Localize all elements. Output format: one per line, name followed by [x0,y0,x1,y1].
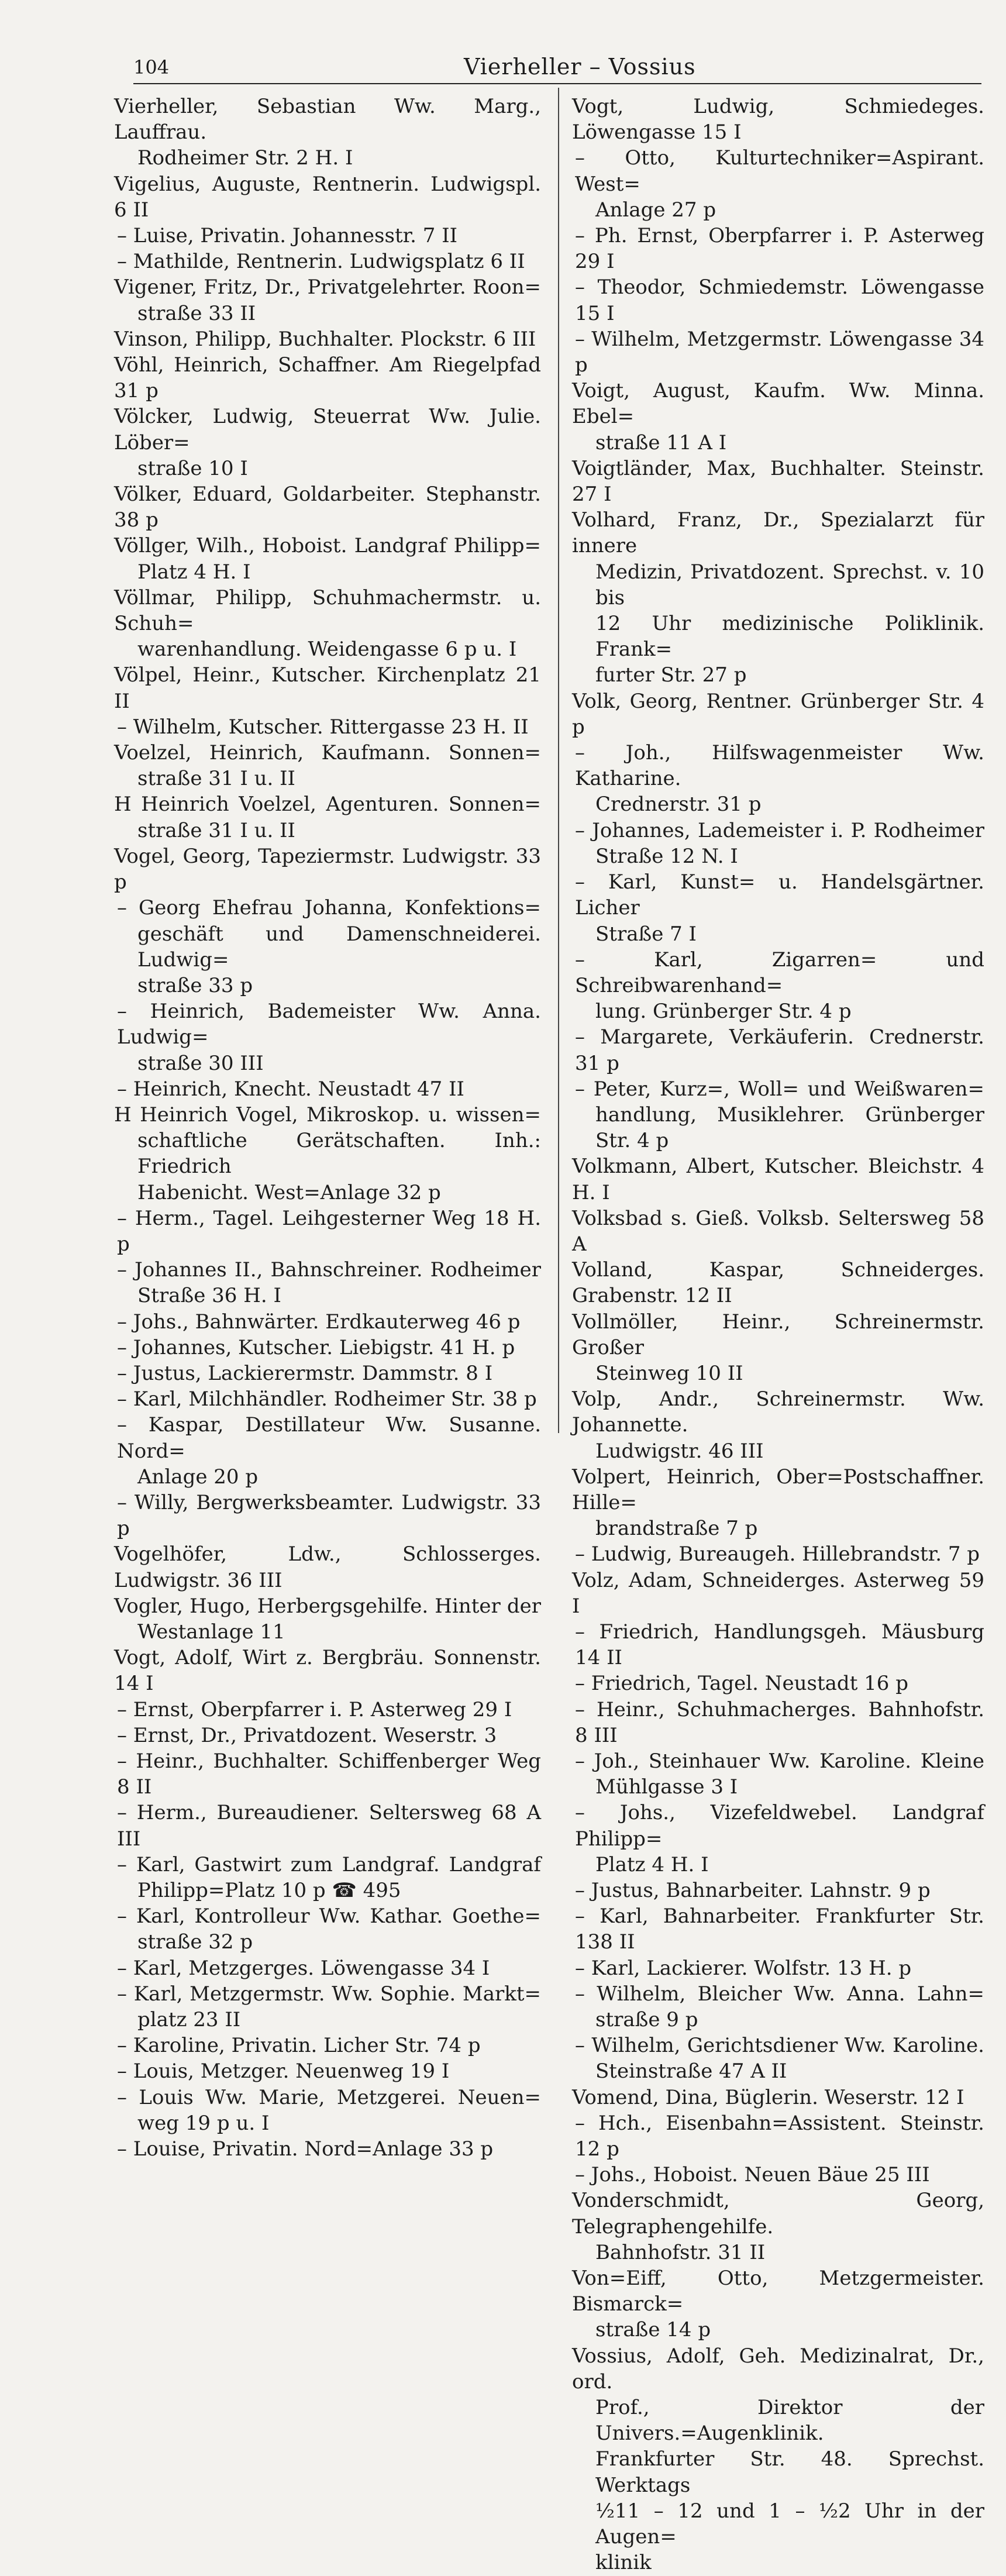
directory-line: – Mathilde, Rentnerin. Ludwigsplatz 6 II [117,250,525,274]
directory-line: – Wilhelm, Bleicher Ww. Anna. Lahn= [575,1982,984,2006]
directory-line: – Wilhelm, Metzgermstr. Löwengasse 34 p [575,327,984,377]
directory-line: – Herm., Bureaudiener. Seltersweg 68 A III [117,1801,541,1851]
directory-line: Philipp=Platz 10 p ☎ 495 [137,1879,401,1903]
directory-line: Medizin, Privatdozent. Sprechst. v. 10 bis [595,560,984,609]
directory-line: – Luise, Privatin. Johannesstr. 7 II [117,224,458,248]
directory-line: – Ludwig, Bureaugeh. Hillebrandstr. 7 p [575,1542,980,1566]
directory-line: schaftliche Gerätschaften. Inh.: Friedrich [137,1129,541,1179]
directory-line: Anlage 20 p [137,1465,259,1489]
directory-line: – Justus, Bahnarbeiter. Lahnstr. 9 p [575,1879,931,1903]
directory-line: – Johannes, Lademeister i. P. Rodheimer [575,818,984,842]
directory-line: – Karl, Lackierer. Wolfstr. 13 H. p [575,1956,912,1980]
directory-line: lung. Grünberger Str. 4 p [595,1000,852,1024]
directory-line: Volhard, Franz, Dr., Spezialarzt für innere [572,508,984,558]
directory-line: – Heinrich, Knecht. Neustadt 47 II [117,1077,464,1101]
directory-line: straße 30 III [137,1051,264,1075]
directory-line: – Karl, Metzgerges. Löwengasse 34 I [117,1956,490,1980]
directory-line: – Joh., Steinhauer Ww. Karoline. Kleine [575,1750,984,1773]
directory-line: Steinstraße 47 A II [595,2060,787,2083]
directory-line: – Wilhelm, Gerichtsdiener Ww. Karoline. [575,2034,984,2058]
directory-line: Platz 4 H. I [595,1852,709,1876]
directory-line: Voigt, August, Kaufm. Ww. Minna. Ebel= [572,379,984,429]
directory-line: – Louise, Privatin. Nord=Anlage 33 p [117,2137,494,2161]
column-divider [558,88,559,1433]
directory-line: – Herm., Tagel. Leihgesterner Weg 18 H. p [117,1206,541,1256]
directory-line: Vogler, Hugo, Herbergsgehilfe. Hinter der [114,1594,541,1618]
directory-line: Crednerstr. 31 p [595,793,762,817]
directory-line: – Ph. Ernst, Oberpfarrer i. P. Asterweg 29 I [575,224,984,274]
directory-line: – Johs., Vizefeldwebel. Landgraf Philipp= [575,1801,984,1851]
directory-line: Volp, Andr., Schreinermstr. Ww. Johannette. [572,1387,984,1437]
directory-line: – Wilhelm, Kutscher. Rittergasse 23 H. II [117,715,529,739]
directory-line: straße 33 II [137,301,256,325]
directory-line: Voigtländer, Max, Buchhalter. Steinstr. 27 I [572,456,984,507]
directory-line: – Louis Ww. Marie, Metzgerei. Neuen= [117,2085,541,2109]
directory-line: Bahnhofstr. 31 II [595,2240,766,2264]
directory-line: Prof., Direktor der Univers.=Augenklinik. [595,2396,984,2446]
directory-line: Völcker, Ludwig, Steuerrat Ww. Julie. Löber= [114,405,541,454]
directory-line: – Karl, Bahnarbeiter. Frankfurter Str. 138 II [575,1905,984,1954]
page-number: 104 [133,56,170,78]
right-column [572,94,984,2576]
directory-line: warenhandlung. Weidengasse 6 p u. I [137,638,517,662]
directory-line: Vonderschmidt, Georg, Telegraphengehilfe. [572,2189,984,2238]
directory-line: straße 33 p [137,973,253,997]
directory-line: H Heinrich Voelzel, Agenturen. Sonnen= [114,793,541,817]
directory-line: H Heinrich Vogel, Mikroskop. u. wissen= [114,1103,541,1127]
directory-line: Vossius, Adolf, Geh. Medizinalrat, Dr., ord. [572,2344,984,2394]
directory-line: straße 9 p [595,2008,698,2032]
directory-line: – Johannes II., Bahnschreiner. Rodheimer [117,1258,541,1282]
directory-line: – Theodor, Schmiedemstr. Löwengasse 15 I [575,275,984,325]
directory-line: – Hch., Eisenbahn=Assistent. Steinstr. 12 p [575,2111,984,2161]
directory-line: – Karl, Gastwirt zum Landgraf. Landgraf [117,1852,541,1876]
directory-line: Vogelhöfer, Ldw., Schlosserges. Ludwigstr. 36 III [114,1542,541,1592]
directory-line: – Joh., Hilfswagenmeister Ww. Katharine. [575,741,984,791]
page-header [133,48,981,84]
directory-line: 12 Uhr medizinische Poliklinik. Frank= [595,612,984,662]
directory-line: Vöhl, Heinrich, Schaffner. Am Riegelpfad 31 p [114,353,541,403]
directory-line: Straße 12 N. I [595,844,738,868]
directory-line: – Johannes, Kutscher. Liebigstr. 41 H. p [117,1335,515,1359]
directory-line: straße 32 p [137,1930,253,1954]
directory-line: Völlger, Wilh., Hoboist. Landgraf Philipp= [114,534,541,558]
directory-line: klinik [595,2551,652,2575]
directory-line: – Karl, Kunst= u. Handelsgärtner. Licher [575,870,984,920]
directory-line: – Johs., Bahnwärter. Erdkauterweg 46 p [117,1310,521,1334]
directory-line: – Peter, Kurz=, Woll= und Weißwaren= [575,1077,984,1101]
directory-line: Straße 36 H. I [137,1284,281,1308]
directory-line: – Heinr., Buchhalter. Schiffenberger Weg 8 II [117,1750,541,1799]
directory-line: Volksbad s. Gieß. Volksb. Seltersweg 58 A [572,1206,984,1256]
directory-line: straße 10 I [137,456,248,480]
directory-line: straße 11 A I [595,431,727,454]
directory-line: – Margarete, Verkäuferin. Crednerstr. 31 p [575,1025,984,1075]
directory-line: – Heinrich, Bademeister Ww. Anna. Ludwig= [117,1000,541,1049]
running-head: Vierheller – Vossius [464,54,696,80]
directory-line: platz 23 II [137,2008,241,2032]
directory-line: – Ernst, Dr., Privatdozent. Weserstr. 3 [117,1723,497,1747]
directory-line: Vogt, Ludwig, Schmiedeges. Löwengasse 15 I [572,95,984,144]
directory-line: Habenicht. West=Anlage 32 p [137,1180,441,1204]
directory-line: Von=Eiff, Otto, Metzgermeister. Bismarck= [572,2267,984,2316]
directory-line: brandstraße 7 p [595,1517,758,1541]
directory-line: – Karl, Metzgermstr. Ww. Sophie. Markt= [117,1982,541,2006]
directory-line: – Karl, Zigarren= und Schreibwarenhand= [575,948,984,997]
directory-line: Vollmöller, Heinr., Schreinermstr. Großer [572,1310,984,1359]
directory-line: Vomend, Dina, Büglerin. Weserstr. 12 I [572,2085,964,2109]
directory-line: Volz, Adam, Schneiderges. Asterweg 59 I [572,1568,984,1618]
directory-line: Vigener, Fritz, Dr., Privatgelehrter. Roon= [114,275,541,299]
directory-line: Steinweg 10 II [595,1361,743,1385]
directory-line: Vierheller, Sebastian Ww. Marg., Lauffrau. [114,95,541,144]
directory-line: Völker, Eduard, Goldarbeiter. Stephanstr. 38 p [114,483,541,532]
directory-line: Vigelius, Auguste, Rentnerin. Ludwigspl. 6 II [114,172,541,222]
directory-line: – Karoline, Privatin. Licher Str. 74 p [117,2034,481,2058]
directory-line: – Heinr., Schuhmacherges. Bahnhofstr. 8 III [575,1697,984,1747]
left-column [114,94,541,2162]
directory-line: Mühlgasse 3 I [595,1775,738,1799]
directory-line: Rodheimer Str. 2 H. I [137,146,353,170]
directory-line: Volpert, Heinrich, Ober=Postschaffner. Hille= [572,1465,984,1514]
directory-line: – Justus, Lackierermstr. Dammstr. 8 I [117,1361,493,1385]
directory-line: straße 14 p [595,2318,711,2342]
directory-line: Ludwigstr. 46 III [595,1439,764,1463]
directory-line: Vogt, Adolf, Wirt z. Bergbräu. Sonnenstr. 14 I [114,1646,541,1696]
directory-line: – Karl, Milchhändler. Rodheimer Str. 38 p [117,1387,537,1411]
directory-line: – Friedrich, Handlungsgeh. Mäusburg 14 II [575,1620,984,1670]
directory-line: Völlmar, Philipp, Schuhmachermstr. u. Schuh= [114,586,541,636]
directory-line: Anlage 27 p [595,198,716,222]
directory-line: straße 31 I u. II [137,818,295,842]
directory-line: – Georg Ehefrau Johanna, Konfektions= [117,896,541,920]
directory-line: – Johs., Hoboist. Neuen Bäue 25 III [575,2163,930,2187]
directory-line: Voelzel, Heinrich, Kaufmann. Sonnen= [114,741,541,765]
directory-line: Volkmann, Albert, Kutscher. Bleichstr. 4 H. I [572,1155,984,1204]
directory-line: – Friedrich, Tagel. Neustadt 16 p [575,1672,908,1696]
directory-line: Völpel, Heinr., Kutscher. Kirchenplatz 21 II [114,663,541,713]
directory-line: – Louis, Metzger. Neuenweg 19 I [117,2060,450,2083]
directory-line: weg 19 p u. I [137,2111,270,2135]
directory-line: Vogel, Georg, Tapeziermstr. Ludwigstr. 33 p [114,844,541,894]
directory-line: – Karl, Kontrolleur Ww. Kathar. Goethe= [117,1905,541,1928]
directory-line: – Otto, Kulturtechniker=Aspirant. West= [575,146,984,196]
directory-line: Westanlage 11 [137,1620,285,1644]
directory-line: ½11 – 12 und 1 – ½2 Uhr in der Augen= [595,2499,984,2549]
directory-line: furter Str. 27 p [595,663,747,687]
directory-line: Volland, Kaspar, Schneiderges. Grabenstr. 12 II [572,1258,984,1308]
directory-line: geschäft und Damenschneiderei. Ludwig= [137,922,541,972]
directory-line: Vinson, Philipp, Buchhalter. Plockstr. 6 III [114,327,536,351]
directory-line: handlung, Musiklehrer. Grünberger Str. 4 p [595,1103,984,1153]
directory-line: Volk, Georg, Rentner. Grünberger Str. 4 p [572,689,984,739]
directory-line: Straße 7 I [595,922,697,946]
directory-line: Frankfurter Str. 48. Sprechst. Werktags [595,2447,984,2497]
directory-line: – Ernst, Oberpfarrer i. P. Asterweg 29 I [117,1697,512,1721]
directory-line: – Kaspar, Destillateur Ww. Susanne. Nord= [117,1413,541,1463]
directory-line: straße 31 I u. II [137,767,295,791]
directory-line: – Willy, Bergwerksbeamter. Ludwigstr. 33 p [117,1490,541,1541]
directory-line: Platz 4 H. I [137,560,251,584]
